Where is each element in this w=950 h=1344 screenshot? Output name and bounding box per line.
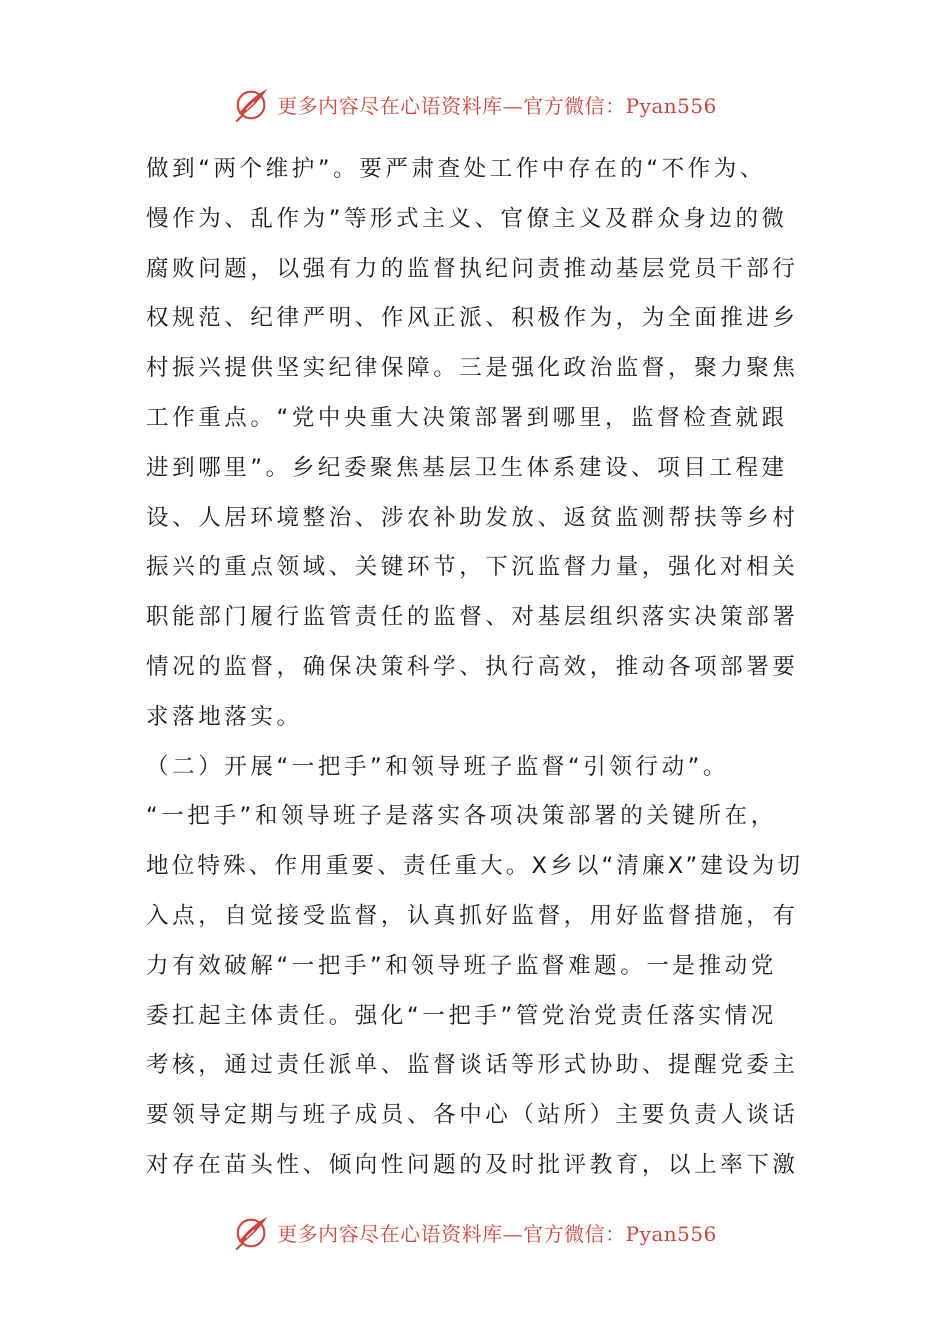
text-line: 地位特殊、作用重要、责任重大。X乡以“清廉X”建设为切 bbox=[146, 853, 804, 880]
text-line: 慢作为、乱作为”等形式主义、官僚主义及群众身边的微 bbox=[146, 205, 788, 232]
text-line: 委扛起主体责任。强化“一把手”管党治党责任落实情况 bbox=[146, 1002, 777, 1029]
text-line: 进到哪里”。乡纪委聚焦基层卫生体系建设、项目工程建 bbox=[146, 454, 788, 481]
text-line: 对存在苗头性、倾向性问题的及时批评教育，以上率下激 bbox=[146, 1151, 799, 1178]
quill-pen-logo-icon bbox=[233, 85, 271, 123]
text-line: 职能部门履行监管责任的监督、对基层组织落实决策部署 bbox=[146, 604, 799, 631]
watermark-text: 更多内容尽在心语资料库—官方微信：Pyan556 bbox=[277, 1221, 717, 1246]
text-line: 做到“两个维护”。要严肃查处工作中存在的“不作为、 bbox=[146, 156, 766, 182]
text-line: 情况的监督，确保决策科学、执行高效，推动各项部署要 bbox=[146, 653, 799, 680]
text-line: 振兴的重点领域、关键环节，下沉监督力量，强化对相关 bbox=[146, 554, 799, 581]
text-line: 考核，通过责任派单、监督谈话等形式协助、提醒党委主 bbox=[146, 1052, 799, 1079]
text-line: 求落地落实。 bbox=[146, 703, 303, 730]
footer-watermark bbox=[0, 1212, 950, 1252]
quill-pen-logo-icon bbox=[233, 1213, 271, 1251]
watermark-text: 更多内容尽在心语资料库—官方微信：Pyan556 bbox=[277, 93, 717, 118]
text-line: 入点，自觉接受监督，认真抓好监督，用好监督措施，有 bbox=[146, 902, 799, 929]
text-line: 力有效破解“一把手”和领导班子监督难题。一是推动党 bbox=[146, 952, 777, 979]
text-line: “一把手”和领导班子是落实各项决策部署的关键所在， bbox=[146, 803, 777, 830]
text-line: 工作重点。“党中央重大决策部署到哪里，监督检查就跟 bbox=[146, 404, 788, 431]
header-watermark bbox=[0, 84, 950, 124]
text-line: 村振兴提供坚实纪律保障。三是强化政治监督，聚力聚焦 bbox=[146, 355, 799, 382]
text-line: 腐败问题，以强有力的监督执纪问责推动基层党员干部行 bbox=[146, 255, 799, 282]
document-body bbox=[146, 145, 806, 1191]
text-line: 权规范、纪律严明、作风正派、积极作为，为全面推进乡 bbox=[146, 305, 799, 332]
text-line: 要领导定期与班子成员、各中心（站所）主要负责人谈话 bbox=[146, 1102, 799, 1129]
section-heading: （二）开展“一把手”和领导班子监督“引领行动”。 bbox=[146, 753, 730, 780]
text-line: 设、人居环境整治、涉农补助发放、返贫监测帮扶等乡村 bbox=[146, 504, 799, 531]
